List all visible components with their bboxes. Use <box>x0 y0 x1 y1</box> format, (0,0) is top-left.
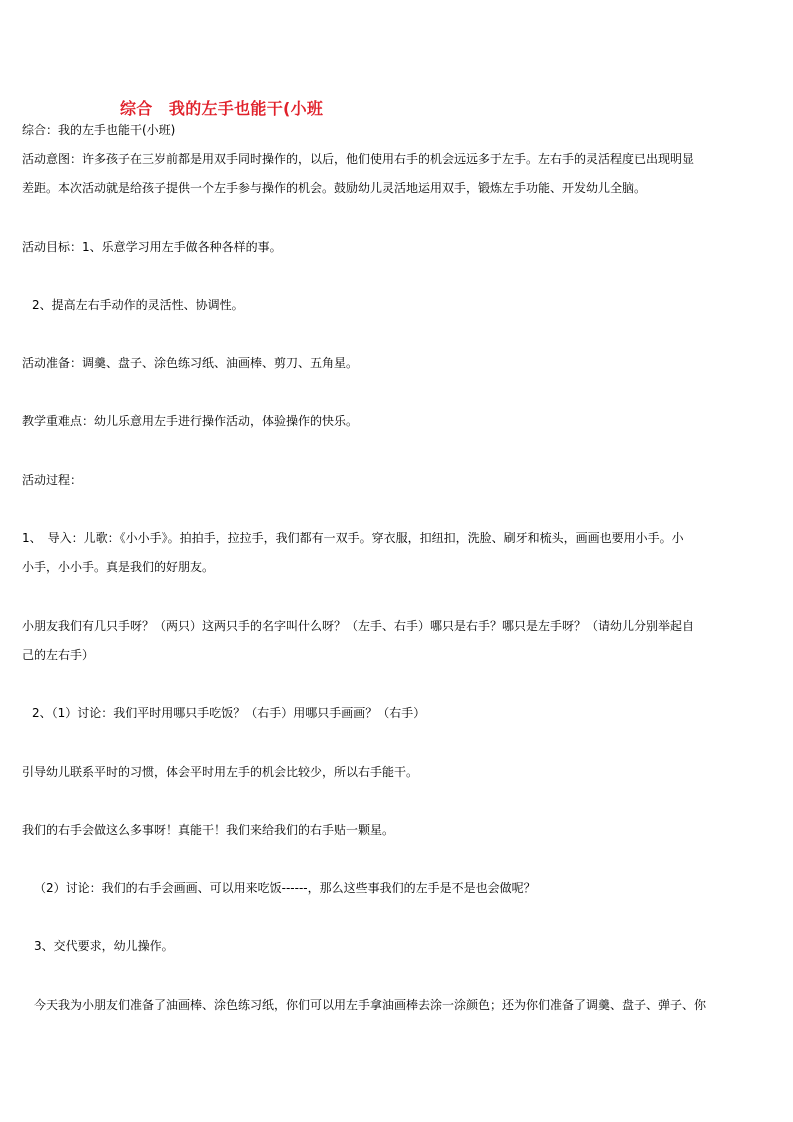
paragraph-line: 今天我为小朋友们准备了油画棒、涂色练习纸，你们可以用左手拿油画棒去涂一涂颜色；还为你们准备了调羹、盘子、弹子、你 <box>34 998 707 1012</box>
paragraph-line: 活动意图：许多孩子在三岁前都是用双手同时操作的，以后，他们使用右手的机会远远多于左手。左右手的灵活程度已出现明显 <box>22 152 695 166</box>
paragraph-line: 3、交代要求，幼儿操作。 <box>34 939 174 953</box>
paragraph-line: 小手，小小手。真是我们的好朋友。 <box>22 560 215 574</box>
paragraph-line: 我们的右手会做这么多事呀！真能干！我们来给我们的右手贴一颗星。 <box>22 823 395 837</box>
paragraph-line: 1、 导入：儿歌：《小小手》。拍拍手，拉拉手，我们都有一双手。穿衣服，扣纽扣，洗脸、刷牙和梳头，画画也要用小手。小 <box>22 531 684 545</box>
paragraph-line: 教学重难点：幼儿乐意用左手进行操作活动，体验操作的快乐。 <box>22 414 359 428</box>
paragraph-line: 2、提高左右手动作的灵活性、协调性。 <box>32 298 244 312</box>
paragraph-line: 己的左右手） <box>22 648 95 662</box>
paragraph-line: 引导幼儿联系平时的习惯，体会平时用左手的机会比较少，所以右手能干。 <box>22 765 419 779</box>
document-title: 综合 我的左手也能干(小班 <box>120 99 324 118</box>
subtitle-line: 综合：我的左手也能干(小班) <box>22 123 176 137</box>
paragraph-line: 活动准备：调羹、盘子、涂色练习纸、油画棒、剪刀、五角星。 <box>22 356 359 370</box>
paragraph-line: 2、（1）讨论：我们平时用哪只手吃饭？（右手）用哪只手画画？（右手） <box>32 706 426 720</box>
paragraph-line: （2）讨论：我们的右手会画画、可以用来吃饭------，那么这些事我们的左手是不是也会做呢？ <box>34 881 536 895</box>
paragraph-line: 活动过程： <box>22 473 83 487</box>
paragraph-line: 活动目标：1、乐意学习用左手做各种各样的事。 <box>22 240 282 254</box>
paragraph-line: 差距。本次活动就是给孩子提供一个左手参与操作的机会。鼓励幼儿灵活地运用双手，锻炼左手功能、开发幼儿全脑。 <box>22 181 647 195</box>
paragraph-line: 小朋友我们有几只手呀？（两只）这两只手的名字叫什么呀？（左手、右手）哪只是右手？哪只是左手呀？（请幼儿分别举起自 <box>22 619 695 633</box>
